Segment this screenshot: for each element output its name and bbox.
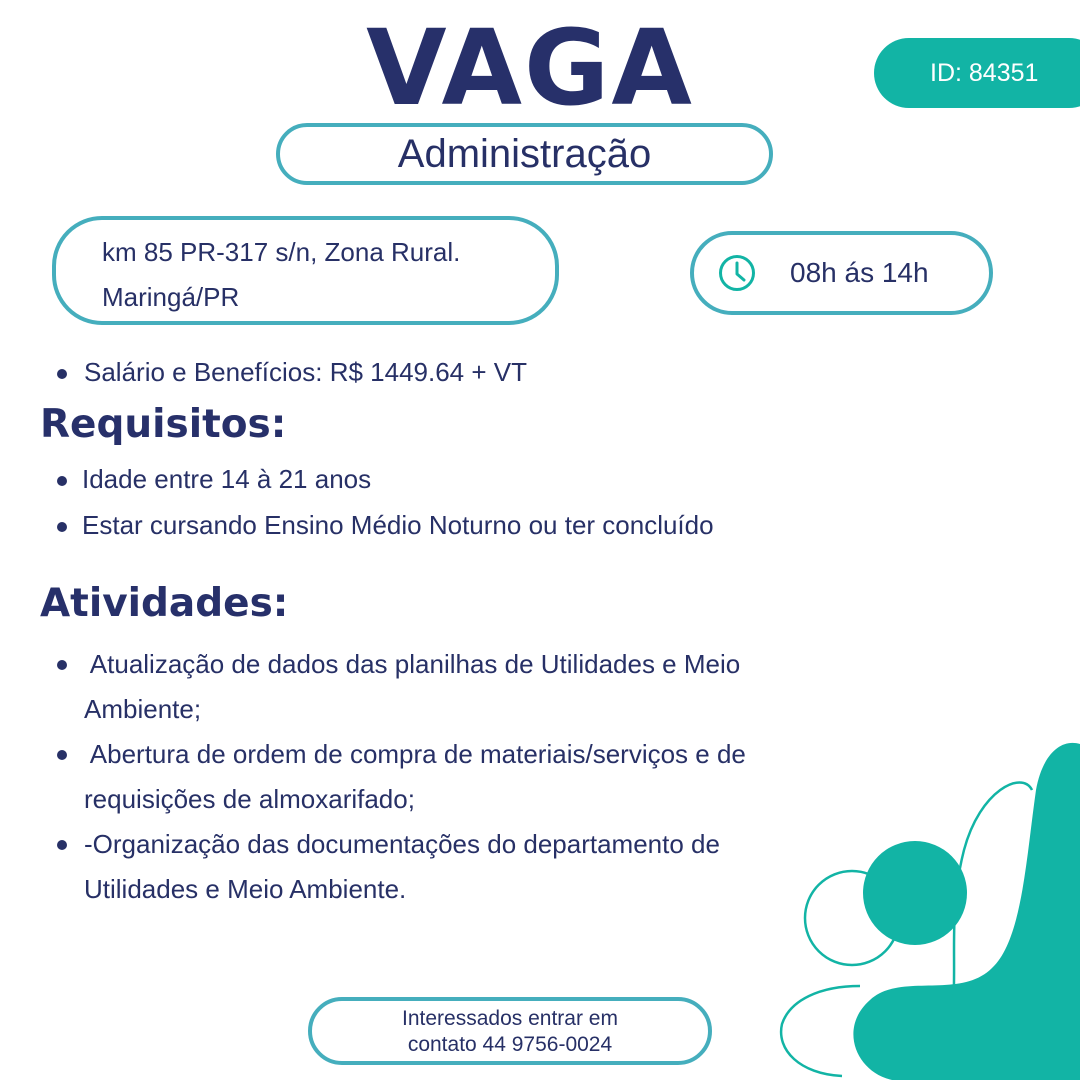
contact-phone: contato 44 9756-0024 <box>407 1033 613 1056</box>
activities-heading: Atividades: <box>40 581 289 626</box>
activity-item-line: Atualização de dados das planilhas de Utilidades e Meio <box>84 649 741 679</box>
address-line-1: km 85 PR-317 s/n, Zona Rural. <box>102 237 461 267</box>
bullet-dot <box>57 750 67 760</box>
hours-text: 08h ás 14h <box>790 257 929 288</box>
requirements-heading: Requisitos: <box>40 402 287 447</box>
bullet-dot <box>57 476 67 486</box>
decorative-shapes <box>760 700 1080 1080</box>
activity-item-line: -Organização das documentações do departamento de <box>84 829 720 859</box>
requirement-item: Estar cursando Ensino Médio Noturno ou ter concluído <box>82 510 714 540</box>
activity-item-line: Abertura de ordem de compra de materiais/serviços e de <box>84 739 746 769</box>
page-title: VAGA <box>366 7 694 129</box>
bullet-dot <box>57 522 67 532</box>
contact-line-1: Interessados entrar em <box>402 1007 618 1030</box>
address-line-2: Maringá/PR <box>102 282 240 312</box>
bullet-dot <box>57 369 67 379</box>
id-badge: ID: 84351 <box>874 38 1080 108</box>
clock-icon <box>718 254 756 292</box>
requirement-item: Idade entre 14 à 21 anos <box>82 464 372 494</box>
address-box <box>52 216 559 325</box>
bullet-dot <box>57 660 67 670</box>
activity-item-line: Ambiente; <box>84 694 202 724</box>
bullet-dot <box>57 840 67 850</box>
contact-box <box>308 997 712 1065</box>
salary-text: Salário e Benefícios: R$ 1449.64 + VT <box>84 357 527 387</box>
job-category: Administração <box>276 123 773 185</box>
activity-item-line: requisições de almoxarifado; <box>84 784 415 814</box>
hours-box <box>690 231 993 315</box>
activity-item-line: Utilidades e Meio Ambiente. <box>84 874 407 904</box>
